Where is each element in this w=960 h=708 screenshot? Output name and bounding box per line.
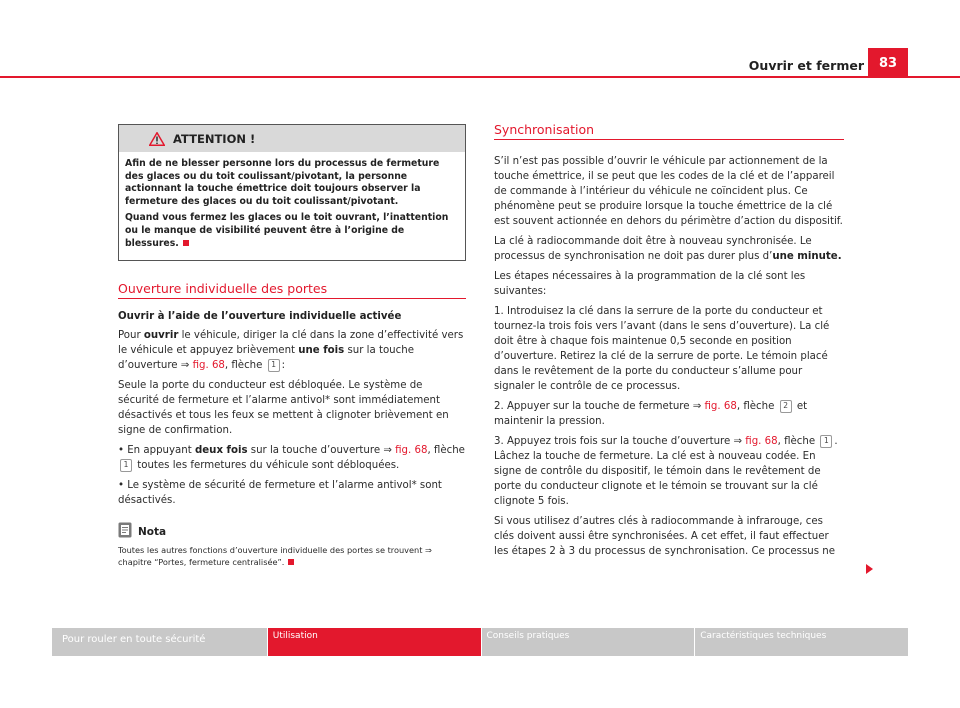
tab-utilisation[interactable]: Utilisation [268,628,481,656]
attention-box [118,124,466,261]
step-3: 3. Appuyez trois fois sur la touche d’ouverture ⇒ fig. 68, flèche 1 . Lâchez la touche de fermeture. La clé est à nouveau codée. En signe de contrôle du dispositif, le témoin dans le revêtement de porte du conducteur clignote et le témoin se trouvant sur la clé clignote 5 fois. [494,436,838,507]
figure-link[interactable]: fig. 68 [745,436,778,447]
attention-title: ATTENTION ! [173,131,256,146]
end-marker-icon [183,240,189,246]
step-2: 2. Appuyer sur la touche de fermeture ⇒ fig. 68, flèche 2 et maintenir la pression. [494,401,808,427]
header-rule [0,76,960,78]
footer-nav [52,628,908,656]
section-title-ouverture: Ouverture individuelle des portes [118,281,466,299]
note-block [118,522,466,568]
figure-link[interactable]: fig. 68 [704,401,737,412]
end-marker-icon [288,559,294,565]
section-title-synchronisation: Synchronisation [494,122,844,140]
note-icon [118,522,132,538]
note-text: Toutes les autres fonctions d’ouverture individuelle des portes se trouvent ⇒ chapitre “Portes, fermeture centralisée”. [118,545,432,568]
note-title: Nota [138,526,167,539]
arrow-number-badge: 1 [120,459,132,472]
right-column [494,122,844,564]
paragraph-sync-1: S’il n’est pas possible d’ouvrir le véhicule par actionnement de la touche émettrice, il se peut que les codes de la clé et de l’appareil de commande à l’intérieur du véhicule ne coïncident plus. Ce phénomène peut se produire lorsque la touche émettrice de la clé est souvent actionnée en dehors du périmètre d’action du dispositif. [494,156,843,227]
figure-link[interactable]: fig. 68 [192,360,225,372]
paragraph-sync-other-keys: Si vous utilisez d’autres clés à radiocommande à infrarouge, ces clés doivent aussi être synchronisées. A cet effet, il faut effectuer les étapes 2 à 3 du processus de synchronisation. Ce processus ne [494,516,836,557]
bullet-deux-fois: • En appuyant deux fois sur la touche d’ouverture ⇒ fig. 68, flèche 1 toutes les fermetures du véhicule sont débloquées. [118,445,465,472]
paragraph-sync-3: Les étapes nécessaires à la programmation de la clé sont les suivantes: [494,271,806,297]
attention-header [119,125,465,152]
paragraph-ouvrir: Pour ouvrir le véhicule, diriger la clé dans la zone d’effectivité vers le véhicule et appuyez brièvement une fois sur la touche d’ouverture ⇒ fig. 68, flèche 1 : [118,330,464,372]
subhead-ouvrir: Ouvrir à l’aide de l’ouverture individuelle activée [118,311,402,323]
attention-paragraph-2: Quand vous fermez les glaces ou le toit ouvrant, l’inattention ou le manque de visibilité peuvent être à l’origine de blessures. [125,212,449,249]
left-column [118,122,466,568]
warning-icon [149,132,165,146]
bullet-securite: • Le système de sécurité de fermeture et l’alarme antivol* sont désactivés. [118,480,442,507]
paragraph-porte-conducteur: Seule la porte du conducteur est débloquée. Le système de sécurité de fermeture et l’alarme antivol* sont immédiatement désactivés et tous les feux se mettent à clignoter brièvement en signe de confirmation. [118,380,449,437]
arrow-number-badge: 1 [268,359,280,372]
paragraph-sync-2: La clé à radiocommande doit être à nouveau synchronisée. Le processus de synchronisation ne doit pas durer plus d’une minute. [494,236,842,262]
attention-body [119,152,465,260]
tab-caracteristiques[interactable]: Caractéristiques techniques [695,628,908,656]
continue-arrow-icon [866,564,873,574]
arrow-number-badge: 2 [780,400,792,413]
tab-conseils-pratiques[interactable]: Conseils pratiques [482,628,695,656]
chapter-title: Ouvrir et fermer [748,58,864,73]
arrow-number-badge: 1 [820,435,832,448]
attention-paragraph-1: Afin de ne blesser personne lors du processus de fermeture des glaces ou du toit coulissant/pivotant, la personne actionnant la touche émettrice doit toujours observer la fermeture des glaces ou du toit coulissant/pivotant. [125,158,440,207]
figure-link[interactable]: fig. 68 [395,445,428,457]
page-number: 83 [868,48,908,78]
tab-pour-rouler[interactable]: Pour rouler en toute sécurité [52,628,267,656]
step-1: 1. Introduisez la clé dans la serrure de la porte du conducteur et tournez-la trois fois vers l’avant (dans le sens d’ouverture). La clé doit être à chaque fois maintenue 0,5 seconde en position d’ouverture. Retirez la clé de la serrure de porte. Le témoin placé dans le revêtement de la porte du conducteur s’allume pour signaler le contrôle de ce processus. [494,306,830,392]
